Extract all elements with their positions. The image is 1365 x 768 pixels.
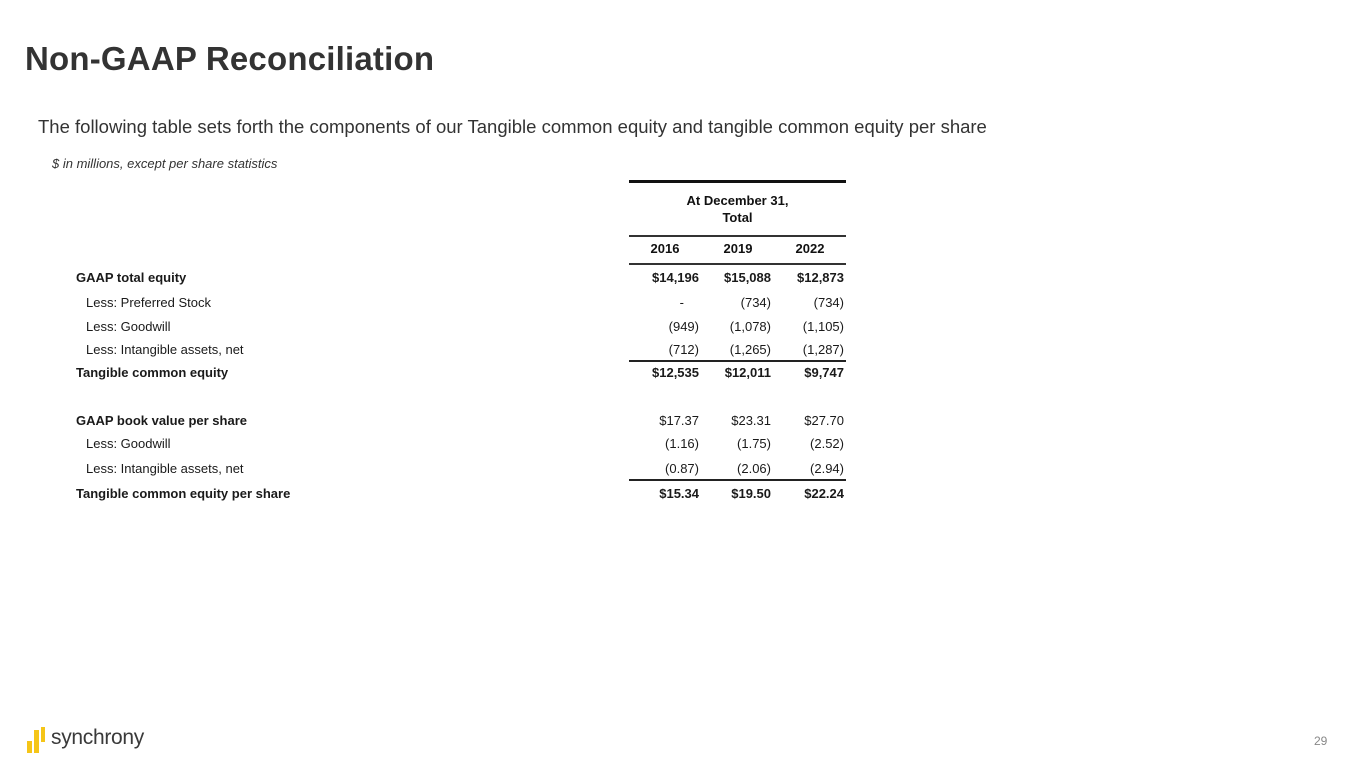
cell-2019: $19.50	[731, 486, 771, 501]
cell-2016: (712)	[668, 342, 699, 357]
table-row-tangible-common-equity-per-share	[0, 486, 1365, 506]
row-label: Less: Preferred Stock	[86, 295, 211, 310]
column-group-header	[629, 192, 846, 226]
cell-2016: $14,196	[652, 270, 699, 285]
header-rule	[629, 235, 846, 237]
per-share-subtotal-rule	[629, 479, 846, 481]
row-label: Less: Intangible assets, net	[86, 342, 244, 357]
row-label: Tangible common equity	[76, 365, 229, 380]
cell-2022: (2.94)	[810, 461, 844, 476]
cell-2019: (1,265)	[729, 342, 771, 357]
table-row-tangible-common-equity	[0, 365, 1365, 385]
cell-2022: (2.52)	[810, 436, 844, 451]
row-label: GAAP book value per share	[76, 413, 247, 428]
row-label: Less: Goodwill	[86, 436, 171, 451]
row-label: Less: Intangible assets, net	[86, 461, 244, 476]
column-group-header-line1: At December 31,	[686, 193, 789, 208]
cell-2022: (1,287)	[802, 342, 844, 357]
cell-2022: (1,105)	[802, 319, 844, 334]
cell-2016: $15.34	[659, 486, 699, 501]
cell-2019: $12,011	[724, 365, 771, 380]
cell-2016: $12,535	[652, 365, 699, 380]
cell-2022: (734)	[813, 295, 844, 310]
year-header-2019: 2019	[723, 241, 753, 256]
table-row-goodwill	[0, 319, 1365, 339]
cell-2022: $9,747	[804, 365, 844, 380]
row-label: GAAP total equity	[76, 270, 187, 285]
year-header-2022: 2022	[795, 241, 825, 256]
table-row-intangible-assets	[0, 342, 1365, 362]
row-label: Less: Goodwill	[86, 319, 171, 334]
year-header-2016: 2016	[650, 241, 680, 256]
cell-2016: (949)	[668, 319, 699, 334]
synchrony-logo-text: synchrony	[51, 726, 145, 749]
table-row-goodwill-per-share	[0, 436, 1365, 456]
cell-2016: (1.16)	[665, 436, 699, 451]
units-note: $ in millions, except per share statistics	[52, 156, 278, 171]
cell-2016: -	[679, 295, 684, 310]
row-label: Tangible common equity per share	[76, 486, 291, 501]
cell-2022: $27.70	[804, 413, 844, 428]
cell-2016: $17.37	[659, 413, 699, 428]
column-group-header-line2: Total	[722, 210, 753, 225]
cell-2022: $12,873	[797, 270, 844, 285]
cell-2019: (1.75)	[737, 436, 771, 451]
page-number: 29	[1314, 734, 1328, 748]
table-top-rule	[629, 180, 846, 183]
subtotal-rule	[629, 360, 846, 362]
slide-subtitle: The following table sets forth the components of our Tangible common equity and tangible common equity per share	[38, 116, 987, 137]
cell-2019: (1,078)	[729, 319, 771, 334]
table-row-intangible-assets-per-share	[0, 461, 1365, 481]
header-bottom-rule	[629, 263, 846, 265]
cell-2019: $15,088	[724, 270, 771, 285]
cell-2016: (0.87)	[665, 461, 699, 476]
table-row-preferred-stock	[0, 295, 1365, 315]
slide-title: Non-GAAP Reconciliation	[25, 40, 435, 77]
table-row-gaap-book-value-per-share	[0, 413, 1365, 433]
cell-2022: $22.24	[804, 486, 844, 501]
cell-2019: (2.06)	[737, 461, 771, 476]
cell-2019: $23.31	[731, 413, 771, 428]
cell-2019: (734)	[740, 295, 771, 310]
table-row-gaap-total-equity	[0, 270, 1365, 290]
